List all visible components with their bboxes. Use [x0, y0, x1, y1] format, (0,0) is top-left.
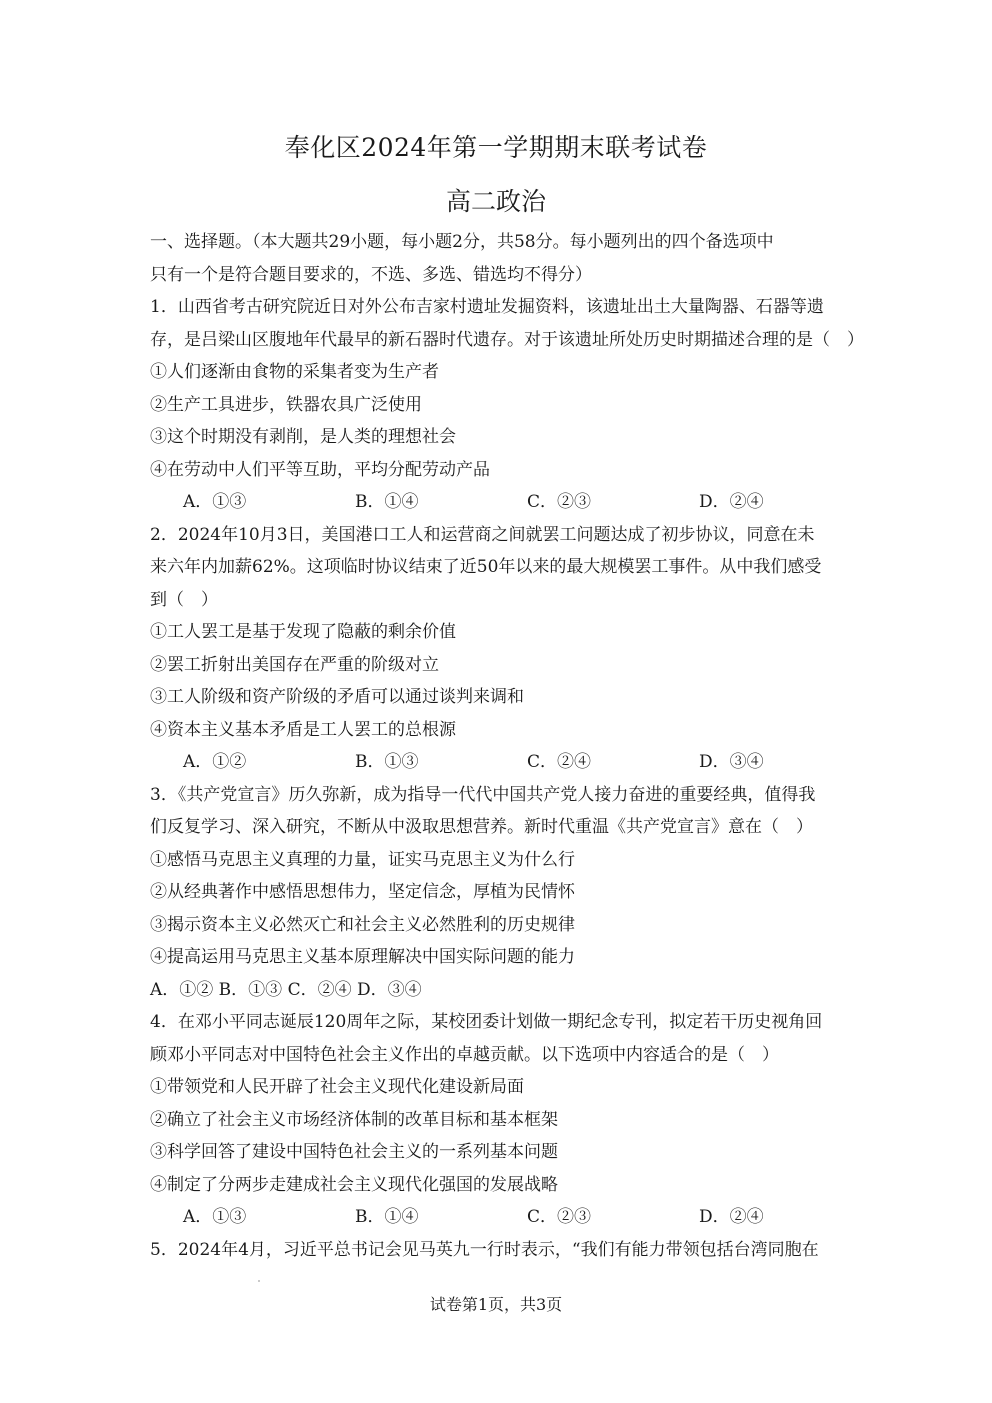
question-3-stem: 3．《共产党宣言》历久弥新，成为指导一代代中国共产党人接力奋进的重要经典，值得我 — [150, 784, 816, 805]
question-2-item: ④资本主义基本矛盾是工人罢工的总根源 — [150, 719, 456, 740]
option-a: A．①③ — [183, 492, 247, 512]
exam-subject: 高二政治 — [445, 187, 546, 216]
question-3-item: ②从经典著作中感悟思想伟力，坚定信念，厚植为民情怀 — [150, 882, 575, 902]
option-b: B．①④ — [355, 492, 419, 512]
question-2-item: ①工人罢工是基于发现了隐蔽的剩余价值 — [150, 622, 456, 642]
option-a: A．①③ — [183, 1207, 247, 1227]
question-1-item: ②生产工具进步，铁器农具广泛使用 — [150, 394, 422, 415]
option-b: B．①③ — [355, 752, 419, 772]
question-1-item: ①人们逐渐由食物的采集者变为生产者 — [150, 362, 439, 382]
section-instructions-cont: 只有一个是符合题目要求的，不选、多选、错选均不得分） — [150, 264, 592, 285]
question-3-item: ③揭示资本主义必然灭亡和社会主义必然胜利的历史规律 — [150, 914, 575, 935]
question-3-options: A．①② B．①③ C．②④ D．③④ — [150, 979, 422, 1000]
question-3-stem: 们反复学习、深入研究，不断从中汲取思想营养。新时代重温《共产党宣言》意在（ ） — [150, 817, 813, 837]
question-1-item: ④在劳动中人们平等互助，平均分配劳动产品 — [150, 459, 490, 480]
question-1-stem: 1．山西省考古研究院近日对外公布吉家村遗址发掘资料，该遗址出土大量陶器、石器等遗 — [150, 297, 824, 317]
option-a: A．①② — [183, 752, 247, 772]
question-1-stem: 存，是吕梁山区腹地年代最早的新石器时代遗存。对于该遗址所处历史时期描述合理的是（ ） — [150, 329, 864, 350]
question-1-options — [150, 486, 850, 519]
option-c: C．②③ — [527, 492, 592, 512]
question-2-stem: 到（ ） — [150, 589, 218, 610]
question-4-stem: 4．在邓小平同志诞辰120周年之际，某校团委计划做一期纪念专刊，拟定若干历史视角回 — [150, 1012, 823, 1032]
question-1-item: ③这个时期没有剥削，是人类的理想社会 — [150, 427, 456, 447]
question-4-item: ④制定了分两步走建成社会主义现代化强国的发展战略 — [150, 1174, 558, 1195]
question-5-stem: 5．2024年4月，习近平总书记会见马英九一行时表示，“我们有能力带领包括台湾同胞在 — [150, 1239, 819, 1260]
question-2-stem: 2．2024年10月3日，美国港口工人和运营商之间就罢工问题达成了初步协议，同意在未 — [150, 524, 815, 545]
option-c: C．②③ — [527, 1207, 592, 1227]
exam-content — [150, 226, 864, 1266]
question-2-item: ③工人阶级和资产阶级的矛盾可以通过谈判来调和 — [150, 687, 524, 707]
option-d: D．②④ — [699, 492, 764, 512]
question-2-options — [150, 746, 850, 779]
question-2-stem: 来六年内加薪62%。这项临时协议结束了近50年以来的最大规模罢工事件。从中我们感受 — [150, 557, 822, 577]
option-d: D．②④ — [699, 1207, 764, 1227]
page-footer: 试卷第1页，共3页 — [429, 1295, 563, 1314]
option-c: C．②④ — [527, 752, 592, 772]
section-instructions: 一、选择题。（本大题共29小题，每小题2分，共58分。每小题列出的四个备选项中 — [150, 232, 774, 252]
question-4-item: ③科学回答了建设中国特色社会主义的一系列基本问题 — [150, 1142, 558, 1162]
option-d: D．③④ — [699, 752, 764, 772]
question-4-stem: 顾邓小平同志对中国特色社会主义作出的卓越贡献。以下选项中内容适合的是（ ） — [150, 1044, 779, 1065]
scan-speck — [258, 1280, 260, 1282]
question-3-item: ④提高运用马克思主义基本原理解决中国实际问题的能力 — [150, 947, 575, 967]
question-3-item: ①感悟马克思主义真理的力量，证实马克思主义为什么行 — [150, 849, 575, 870]
question-4-item: ②确立了社会主义市场经济体制的改革目标和基本框架 — [150, 1109, 558, 1130]
question-2-item: ②罢工折射出美国存在严重的阶级对立 — [150, 654, 439, 675]
question-4-options — [150, 1201, 850, 1234]
exam-title: 奉化区2024年第一学期期末联考试卷 — [284, 133, 708, 162]
question-4-item: ①带领党和人民开辟了社会主义现代化建设新局面 — [150, 1077, 524, 1097]
option-b: B．①④ — [355, 1207, 419, 1227]
